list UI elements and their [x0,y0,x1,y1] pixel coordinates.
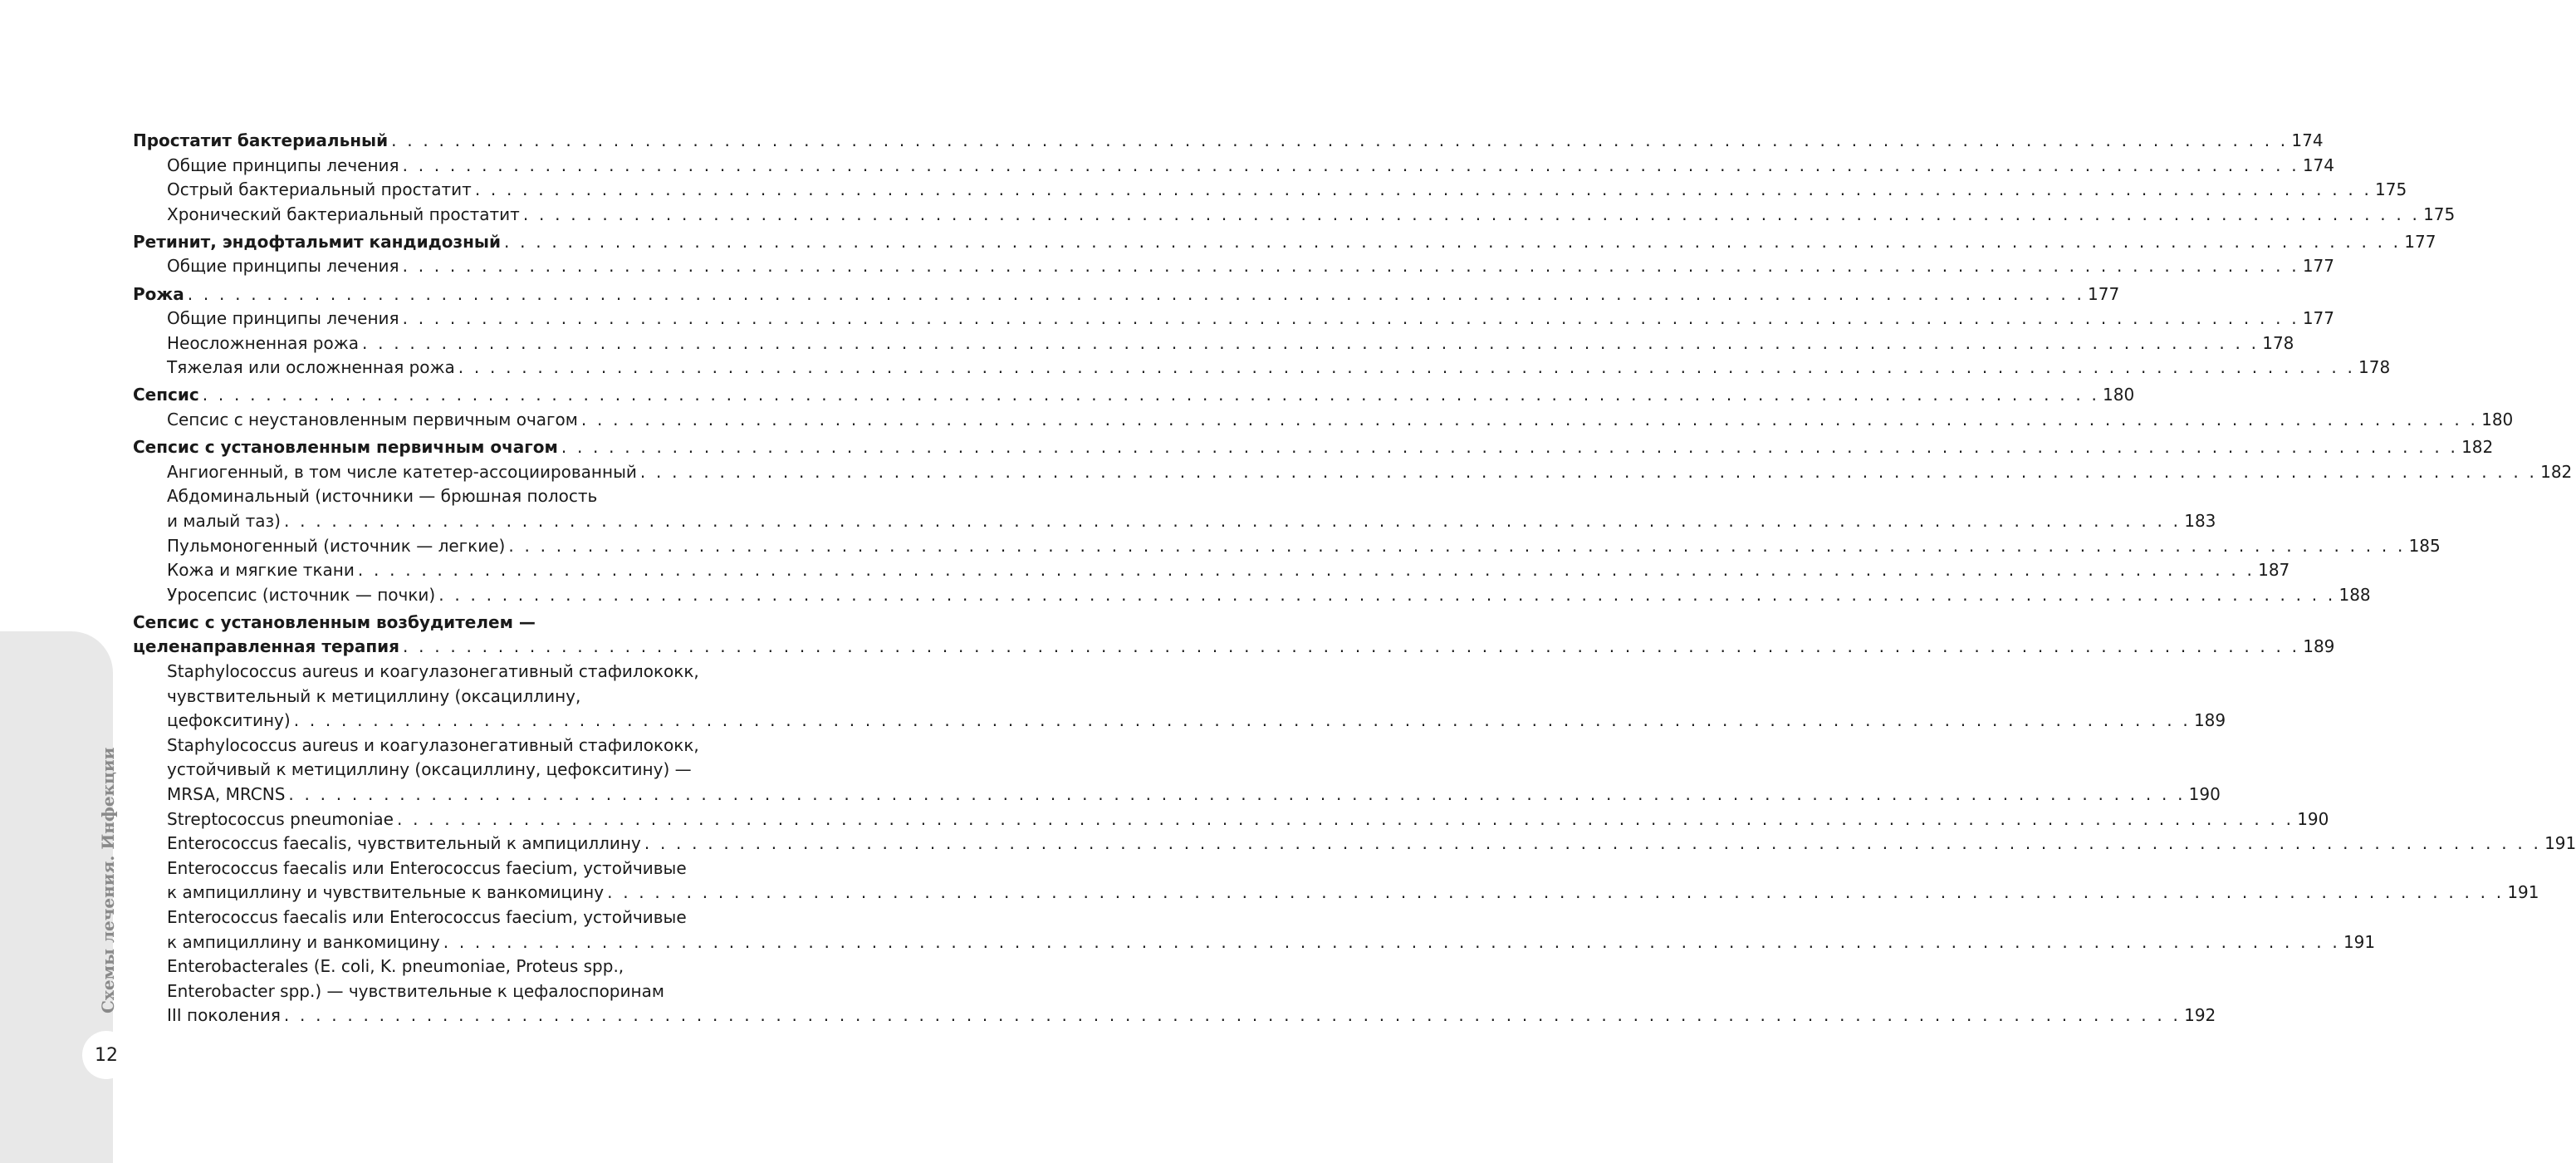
toc-entry-label: Общие принципы лечения [167,155,399,175]
toc-page-number: 178 [2358,357,2391,378]
toc-entry-label: Неосложненная рожа [167,332,359,353]
toc-page-number: 180 [2103,385,2135,405]
toc-entry-row [167,460,2573,485]
toc-entry-label: Тяжелая или осложненная рожа [167,357,455,378]
toc-page-number: 174 [2302,155,2334,175]
toc-subentry[interactable] [133,154,2334,179]
toc-subentry[interactable] [133,460,2573,485]
toc-entry-row [133,282,2120,307]
toc-subentry[interactable] [133,178,2407,203]
dot-leader: . . . . . . . . . . . . . . . . . . . . . . . . . . . . . . . . . . . . . . . . . . . . . . . . . . . . . . . . . . . . . . . . . . . . . . . . . . . . . . . . . . . . . . . . . . . . . . . . . . . . . . . . . . . . . . . . . . . . . . . . [293,710,2191,731]
toc-entry-label: Общие принципы лечения [167,256,399,277]
toc-subentry[interactable] [133,254,2334,279]
toc-entry-label: Пульмоногенный (источник — легкие) [167,535,506,556]
toc-entry-row [133,230,2436,255]
toc-subentry[interactable] [133,307,2334,331]
dot-leader: . . . . . . . . . . . . . . . . . . . . . . . . . . . . . . . . . . . . . . . . . . . . . . . . . . . . . . . . . . . . . . . . . . . . . . . . . . . . . . . . . . . . . . . . . . . . . . . . . . . . . . . . . . . . . . . . . . . . . . . . [391,130,2289,150]
dot-leader: . . . . . . . . . . . . . . . . . . . . . . . . . . . . . . . . . . . . . . . . . . . . . . . . . . . . . . . . . . . . . . . . . . . . . . . . . . . . . . . . . . . . . . . . . . . . . . . . . . . . . . . . . . . . . . . . . . . . . . . . [202,385,2100,405]
toc-page-number: 175 [2375,179,2407,200]
toc-entry-label: Streptococcus pneumoniae [167,808,394,829]
toc-heading-entry[interactable] [133,230,2436,255]
toc-entry-line: Enterobacter spp.) — чувствительные к цефалоспоринам [167,980,664,1001]
toc-entry-row [167,307,2334,331]
toc-entry-line: Сепсис с установленным возбудителем — [133,611,536,632]
dot-leader: . . . . . . . . . . . . . . . . . . . . . . . . . . . . . . . . . . . . . . . . . . . . . . . . . . . . . . . . . . . . . . . . . . . . . . . . . . . . . . . . . . . . . . . . . . . . . . . . . . . . . . . . . . . . . . . . . . . . . . . . [357,560,2255,581]
toc-heading-entry[interactable] [133,383,2135,408]
toc-page-number: 191 [2544,833,2576,854]
toc-entry-label: Острый бактериальный простатит [167,179,472,200]
dot-leader: . . . . . . . . . . . . . . . . . . . . . . . . . . . . . . . . . . . . . . . . . . . . . . . . . . . . . . . . . . . . . . . . . . . . . . . . . . . . . . . . . . . . . . . . . . . . . . . . . . . . . . . . . . . . . . . . . . . . . . . . [396,808,2294,829]
toc-entry-row [167,832,2576,856]
toc-entry-row [133,383,2135,408]
toc-entry-label: Сепсис с неустановленным первичным очагом [167,410,578,430]
toc-heading-entry[interactable] [133,282,2120,307]
toc-entry-label: Enterococcus faecalis, чувствительный к ампициллину [167,833,641,854]
toc-page-number: 177 [2404,231,2436,252]
toc-subentry[interactable] [133,484,2216,533]
toc-subentry[interactable] [133,954,2216,1028]
toc-subentry[interactable] [133,583,2371,608]
toc-entry-row [167,807,2329,832]
toc-entry-row [167,930,2376,955]
toc-subentry[interactable] [133,734,2221,807]
toc-subentry[interactable] [133,558,2290,583]
dot-leader: . . . . . . . . . . . . . . . . . . . . . . . . . . . . . . . . . . . . . . . . . . . . . . . . . . . . . . . . . . . . . . . . . . . . . . . . . . . . . . . . . . . . . . . . . . . . . . . . . . . . . . . . . . . . . . . . . . . . . . . . [438,584,2336,605]
toc-page-number: 189 [2193,710,2226,731]
dot-leader: . . . . . . . . . . . . . . . . . . . . . . . . . . . . . . . . . . . . . . . . . . . . . . . . . . . . . . . . . . . . . . . . . . . . . . . . . . . . . . . . . . . . . . . . . . . . . . . . . . . . . . . . . . . . . . . . . . . . . . . . [402,308,2299,329]
toc-entry-row [167,583,2371,608]
toc-page-number: 175 [2423,204,2456,224]
toc-entry-row [167,408,2514,433]
section-title-vertical: Схемы лечения. Инфекции [98,747,118,1013]
toc-entry-row [167,203,2456,228]
dot-leader: . . . . . . . . . . . . . . . . . . . . . . . . . . . . . . . . . . . . . . . . . . . . . . . . . . . . . . . . . . . . . . . . . . . . . . . . . . . . . . . . . . . . . . . . . . . . . . . . . . . . . . . . . . . . . . . . . . . . . . . . [522,204,2421,224]
toc-entry-row [167,558,2290,583]
toc-heading-entry[interactable] [133,129,2324,154]
toc-page-number: 187 [2258,560,2290,581]
toc-entry-line: чувствительный к метициллину (оксациллину, [167,685,581,706]
toc-entry-label: Сепсис с установленным первичным очагом [133,437,558,458]
toc-entry-label: MRSA, MRCNS [167,783,286,804]
dot-leader: . . . . . . . . . . . . . . . . . . . . . . . . . . . . . . . . . . . . . . . . . . . . . . . . . . . . . . . . . . . . . . . . . . . . . . . . . . . . . . . . . . . . . . . . . . . . . . . . . . . . . . . . . . . . . . . . . . . . . . . . [561,437,2459,458]
dot-leader: . . . . . . . . . . . . . . . . . . . . . . . . . . . . . . . . . . . . . . . . . . . . . . . . . . . . . . . . . . . . . . . . . . . . . . . . . . . . . . . . . . . . . . . . . . . . . . . . . . . . . . . . . . . . . . . . . . . . . . . . [187,283,2085,304]
toc-entry-label: III поколения [167,1005,281,1026]
toc-entry-label: Ангиогенный, в том числе катетер-ассоциированный [167,461,637,482]
dot-leader: . . . . . . . . . . . . . . . . . . . . . . . . . . . . . . . . . . . . . . . . . . . . . . . . . . . . . . . . . . . . . . . . . . . . . . . . . . . . . . . . . . . . . . . . . . . . . . . . . . . . . . . . . . . . . . . . . . . . . . . . [458,357,2356,378]
toc-entry-row [167,254,2334,279]
toc-entry-line: Staphylococcus aureus и коагулазонегативный стафилококк, [167,734,699,755]
toc-entry-label: целенаправленная терапия [133,636,399,657]
section-side-tab [0,631,113,1163]
toc-subentry[interactable] [133,856,2539,905]
dot-leader: . . . . . . . . . . . . . . . . . . . . . . . . . . . . . . . . . . . . . . . . . . . . . . . . . . . . . . . . . . . . . . . . . . . . . . . . . . . . . . . . . . . . . . . . . . . . . . . . . . . . . . . . . . . . . . . . . . . . . . . . [504,231,2402,252]
toc-entry-label: Хронический бактериальный простатит [167,204,520,224]
page-number: 12 [82,1031,130,1079]
toc-page-number: 182 [2540,461,2573,482]
toc-entry-row [167,534,2441,559]
toc-entry-row [167,509,2216,534]
toc-entry-line: Enterococcus faecalis или Enterococcus faecium, устойчивые [167,857,687,878]
toc-page-number: 188 [2338,584,2371,605]
toc-page-number: 182 [2461,437,2494,458]
toc-page-number: 178 [2262,332,2294,353]
toc-page-number: 174 [2291,130,2324,150]
toc-entry-label: Уросепсис (источник — почки) [167,584,436,605]
toc-page-number: 180 [2481,410,2514,430]
toc-page-number: 177 [2302,256,2334,277]
toc-heading-entry[interactable] [133,611,2335,660]
toc-entry-row [133,635,2335,660]
dot-leader: . . . . . . . . . . . . . . . . . . . . . . . . . . . . . . . . . . . . . . . . . . . . . . . . . . . . . . . . . . . . . . . . . . . . . . . . . . . . . . . . . . . . . . . . . . . . . . . . . . . . . . . . . . . . . . . . . . . . . . . . [283,1005,2182,1026]
toc-entry-line: Enterococcus faecalis или Enterococcus faecium, устойчивые [167,906,687,927]
toc-entry-row [167,178,2407,203]
toc-page-number: 191 [2343,931,2376,952]
toc-page-number: 191 [2507,882,2539,903]
dot-leader: . . . . . . . . . . . . . . . . . . . . . . . . . . . . . . . . . . . . . . . . . . . . . . . . . . . . . . . . . . . . . . . . . . . . . . . . . . . . . . . . . . . . . . . . . . . . . . . . . . . . . . . . . . . . . . . . . . . . . . . . [644,833,2542,854]
dot-leader: . . . . . . . . . . . . . . . . . . . . . . . . . . . . . . . . . . . . . . . . . . . . . . . . . . . . . . . . . . . . . . . . . . . . . . . . . . . . . . . . . . . . . . . . . . . . . . . . . . . . . . . . . . . . . . . . . . . . . . . . [402,256,2299,277]
dot-leader: . . . . . . . . . . . . . . . . . . . . . . . . . . . . . . . . . . . . . . . . . . . . . . . . . . . . . . . . . . . . . . . . . . . . . . . . . . . . . . . . . . . . . . . . . . . . . . . . . . . . . . . . . . . . . . . . . . . . . . . . [283,510,2182,531]
toc-entry-label: к ампициллину и ванкомицину [167,931,440,952]
table-of-contents [133,129,2576,1028]
toc-page-number: 190 [2188,783,2221,804]
dot-leader: . . . . . . . . . . . . . . . . . . . . . . . . . . . . . . . . . . . . . . . . . . . . . . . . . . . . . . . . . . . . . . . . . . . . . . . . . . . . . . . . . . . . . . . . . . . . . . . . . . . . . . . . . . . . . . . . . . . . . . . . [607,882,2505,903]
toc-entry-row [167,783,2221,807]
dot-leader: . . . . . . . . . . . . . . . . . . . . . . . . . . . . . . . . . . . . . . . . . . . . . . . . . . . . . . . . . . . . . . . . . . . . . . . . . . . . . . . . . . . . . . . . . . . . . . . . . . . . . . . . . . . . . . . . . . . . . . . . [362,332,2260,353]
toc-entry-row [167,709,2226,734]
toc-page-number: 177 [2302,308,2334,329]
toc-page-number: 183 [2184,510,2216,531]
toc-page-number: 192 [2184,1005,2216,1026]
toc-subentry[interactable] [133,534,2441,559]
toc-subentry[interactable] [133,331,2294,356]
dot-leader: . . . . . . . . . . . . . . . . . . . . . . . . . . . . . . . . . . . . . . . . . . . . . . . . . . . . . . . . . . . . . . . . . . . . . . . . . . . . . . . . . . . . . . . . . . . . . . . . . . . . . . . . . . . . . . . . . . . . . . . . [403,636,2300,657]
toc-subentry[interactable] [133,832,2576,856]
toc-page-number: 189 [2303,636,2335,657]
toc-entry-label: Рожа [133,283,184,304]
toc-subentry[interactable] [133,408,2514,433]
toc-entry-line: Enterobacterales (E. coli, K. pneumoniae, Proteus spp., [167,956,624,977]
dot-leader: . . . . . . . . . . . . . . . . . . . . . . . . . . . . . . . . . . . . . . . . . . . . . . . . . . . . . . . . . . . . . . . . . . . . . . . . . . . . . . . . . . . . . . . . . . . . . . . . . . . . . . . . . . . . . . . . . . . . . . . . [580,410,2479,430]
toc-entry-line: Абдоминальный (источники — брюшная полость [167,486,598,507]
toc-entry-row [167,881,2539,905]
toc-subentry[interactable] [133,203,2456,228]
toc-entry-row [167,154,2334,179]
toc-entry-row [167,331,2294,356]
dot-leader: . . . . . . . . . . . . . . . . . . . . . . . . . . . . . . . . . . . . . . . . . . . . . . . . . . . . . . . . . . . . . . . . . . . . . . . . . . . . . . . . . . . . . . . . . . . . . . . . . . . . . . . . . . . . . . . . . . . . . . . . [288,783,2186,804]
toc-subentry[interactable] [133,356,2391,380]
toc-entry-row [133,129,2324,154]
toc-entry-label: цефокситину) [167,710,291,731]
toc-page-number: 185 [2408,535,2441,556]
toc-subentry[interactable] [133,660,2226,734]
dot-leader: . . . . . . . . . . . . . . . . . . . . . . . . . . . . . . . . . . . . . . . . . . . . . . . . . . . . . . . . . . . . . . . . . . . . . . . . . . . . . . . . . . . . . . . . . . . . . . . . . . . . . . . . . . . . . . . . . . . . . . . . [508,535,2406,556]
toc-entry-row [167,356,2391,380]
dot-leader: . . . . . . . . . . . . . . . . . . . . . . . . . . . . . . . . . . . . . . . . . . . . . . . . . . . . . . . . . . . . . . . . . . . . . . . . . . . . . . . . . . . . . . . . . . . . . . . . . . . . . . . . . . . . . . . . . . . . . . . . [474,179,2373,200]
toc-entry-label: Ретинит, эндофтальмит кандидозный [133,231,502,252]
toc-entry-line: устойчивый к метициллину (оксациллину, цефокситину) — [167,759,692,780]
dot-leader: . . . . . . . . . . . . . . . . . . . . . . . . . . . . . . . . . . . . . . . . . . . . . . . . . . . . . . . . . . . . . . . . . . . . . . . . . . . . . . . . . . . . . . . . . . . . . . . . . . . . . . . . . . . . . . . . . . . . . . . . [443,931,2340,952]
toc-entry-line: Staphylococcus aureus и коагулазонегативный стафилококк, [167,660,699,681]
toc-entry-label: Общие принципы лечения [167,308,399,329]
toc-entry-label: Простатит бактериальный [133,130,389,150]
toc-entry-label: Сепсис [133,385,199,405]
toc-entry-row [133,435,2494,460]
toc-page-number: 177 [2088,283,2120,304]
dot-leader: . . . . . . . . . . . . . . . . . . . . . . . . . . . . . . . . . . . . . . . . . . . . . . . . . . . . . . . . . . . . . . . . . . . . . . . . . . . . . . . . . . . . . . . . . . . . . . . . . . . . . . . . . . . . . . . . . . . . . . . . [402,155,2299,175]
toc-entry-label: и малый таз) [167,510,281,531]
toc-entry-label: к ампициллину и чувствительные к ванкомицину [167,882,605,903]
dot-leader: . . . . . . . . . . . . . . . . . . . . . . . . . . . . . . . . . . . . . . . . . . . . . . . . . . . . . . . . . . . . . . . . . . . . . . . . . . . . . . . . . . . . . . . . . . . . . . . . . . . . . . . . . . . . . . . . . . . . . . . . [639,461,2538,482]
toc-heading-entry[interactable] [133,435,2494,460]
toc-subentry[interactable] [133,807,2329,832]
toc-entry-label: Кожа и мягкие ткани [167,560,355,581]
toc-page-number: 190 [2297,808,2329,829]
toc-entry-row [167,1004,2216,1028]
toc-subentry[interactable] [133,905,2376,954]
